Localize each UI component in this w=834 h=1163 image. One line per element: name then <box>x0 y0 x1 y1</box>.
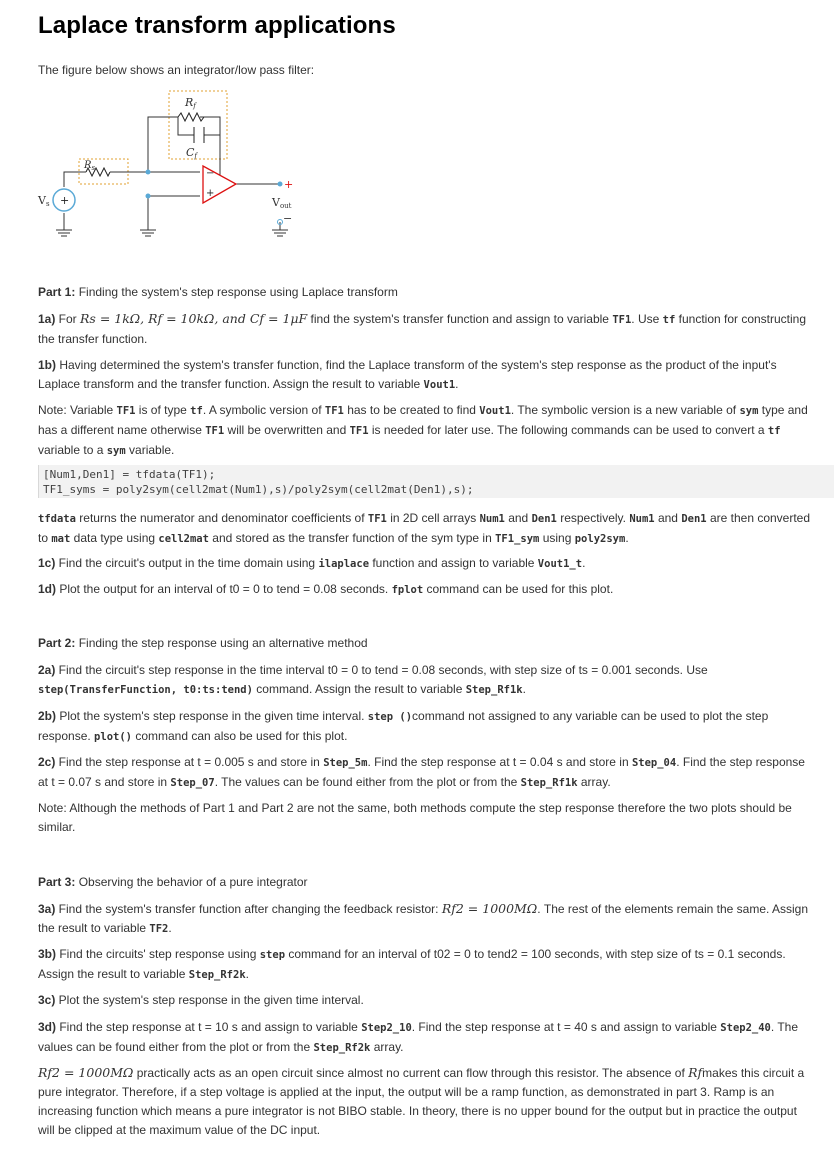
part3-heading: Part 3: Observing the behavior of a pure integrator <box>38 875 308 889</box>
intro-text: The figure below shows an integrator/low pass filter: <box>38 63 315 77</box>
part2b-text: 2b) Plot the system's step response in the given time interval. step ()command not assigned to any variable can be used to plot the step response. plot() command can also be used for this plot. <box>38 709 769 743</box>
code-line-2: TF1_syms = poly2sym(cell2mat(Num1),s)/poly2sym(cell2mat(Den1),s); <box>43 483 474 496</box>
part3-final-paragraph: Rf2 = 1000MΩ practically acts as an open circuit since almost no current can flow through this resistor. The absence of Rfmakes this circuit a pure integrator. Therefore, if a step voltage is applied at the input, the output will be a ramp function, as demonstrated in part 3. Ramp is an increasing function which means a pure integrator is not BIBO stable. In theory, there is no upper bound for the output but in practice the output will be clipped at the maximum value of the DC input. <box>38 1065 805 1137</box>
part1-note: Note: Variable TF1 is of type tf. A symbolic version of TF1 has to be created to find Vout1. The symbolic version is a new variable of sym type and has a different name otherwise TF1 will be overwritten and TF1 is needed for later use. The following commands can be used to convert a tf variable to a sym variable. <box>38 403 808 457</box>
part2-note: Note: Although the methods of Part 1 and Part 2 are not the same, both methods compute the step response therefore the two plots should be similar. <box>38 801 792 834</box>
tfdata-explanation: tfdata returns the numerator and denominator coefficients of TF1 in 2D cell arrays Num1 and Den1 respectively. Num1 and Den1 are then converted to mat data type using cell2mat and stored as the transfer function of the sym type in TF1_sym using poly2sym. <box>38 511 811 545</box>
vout-label: Vout <box>272 196 292 210</box>
part1d-text: 1d) Plot the output for an interval of t0 = 0 to tend = 0.08 seconds. fplot command can be used for this plot. <box>38 582 614 596</box>
rf-label: Rf <box>185 96 196 110</box>
part1-heading: Part 1: Finding the system's step response using Laplace transform <box>38 285 398 299</box>
page-title: Laplace transform applications <box>38 12 396 39</box>
noninv-wire <box>148 196 200 230</box>
cf-capacitor <box>194 127 204 143</box>
part2c-text: 2c) Find the step response at t = 0.005 s and store in Step_5m. Find the step response at t = 0.04 s and store in Step_04. Find the step response at t = 0.07 s and store in Step_07. The values can be found either from the plot or from the Step_Rf1k array. <box>38 755 805 789</box>
part1b-text: 1b) Having determined the system's transfer function, find the Laplace transform of the system's step response as the product of the input's Laplace transform and the transfer function. Assign the result to variable Vout1. <box>38 358 777 391</box>
part1a-text: 1a) For Rs = 1kΩ, Rf = 10kΩ, and Cf = 1μF find the system's transfer function and assign to variable TF1. Use tf function for constructing the transfer function. <box>38 311 807 346</box>
node-output <box>278 182 283 187</box>
output-plus: + <box>284 178 294 191</box>
cf-label: Cf <box>186 146 198 160</box>
opamp-minus-sign: − <box>206 168 215 179</box>
circuit-diagram <box>0 0 834 250</box>
node-noninv <box>146 194 151 199</box>
part3c-text: 3c) Plot the system's step response in the given time interval. <box>38 993 364 1007</box>
svg-text:+: + <box>60 194 70 207</box>
part3d-text: 3d) Find the step response at t = 10 s and assign to variable Step2_10. Find the step response at t = 40 s and assign to variable Step2_40. The values can be found either from the plot or from the Step_Rf2k array. <box>38 1020 799 1054</box>
part2a-text: 2a) Find the circuit's step response in the time interval t0 = 0 to tend = 0.08 seconds, with step size of ts = 0.001 seconds. Use step(TransferFunction, t0:ts:tend) command. Assign the result to variable Step_Rf1k. <box>38 663 708 696</box>
feedback-left-wire <box>148 117 178 172</box>
code-block <box>38 465 834 498</box>
code-line-1: [Num1,Den1] = tfdata(TF1); <box>43 468 216 481</box>
vs-label: Vs <box>38 194 50 208</box>
node-inverting <box>146 170 151 175</box>
rs-label: $R_s$ <box>84 160 96 172</box>
vs-ground <box>56 213 72 236</box>
output-minus: − <box>283 212 293 225</box>
noninv-ground <box>140 230 156 236</box>
part1c-text: 1c) Find the circuit's output in the time domain using ilaplace function and assign to variable Vout1_t. <box>38 556 586 570</box>
part2-heading: Part 2: Finding the step response using an alternative method <box>38 636 368 650</box>
part3a-text: 3a) Find the system's transfer function after changing the feedback resistor: Rf2 = 1000MΩ. The rest of the elements remain the same. Assign the result to variable TF2. <box>38 901 809 935</box>
opamp-plus-sign: + <box>206 188 215 199</box>
part3b-text: 3b) Find the circuits' step response using step command for an interval of t02 = 0 to tend2 = 100 seconds, with step size of ts = 0.1 seconds. Assign the result to variable Step_Rf2k. <box>38 947 786 981</box>
input-wire <box>64 172 86 187</box>
